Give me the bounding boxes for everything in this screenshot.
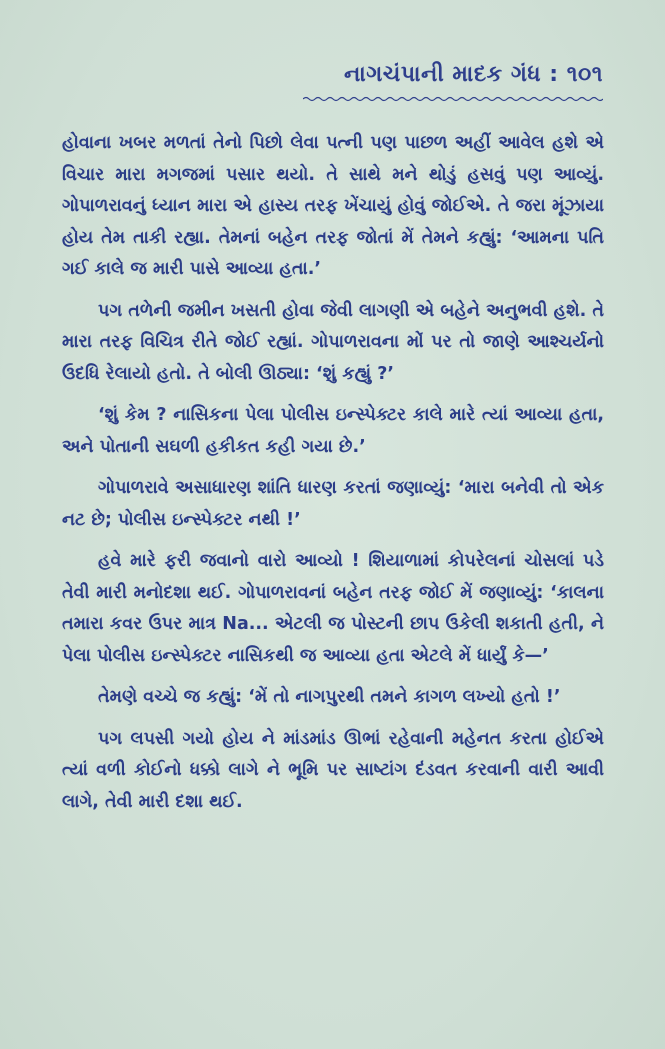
wavy-rule <box>303 96 603 102</box>
paragraph-3: ‘શું કેમ ? નાસિકના પેલા પોલીસ ઇન્સ્પેક્ટર કાલે મારે ત્યાં આવ્યા હતા, અને પોતાની સઘળી હકીકત કહી ગયા છે.’ <box>62 405 604 457</box>
running-title: નાગચંપાની માદક ગંધ : ૧૦૧ <box>343 62 603 87</box>
paragraph-5: હવે મારે ફરી જવાનો વારો આવ્યો ! શિયાળામાં કોપરેલનાં ચોસલાં પડે તેવી મારી મનોદશા થઈ. ગોપાળરાવનાં બહેન તરફ જોઈ મેં જણાવ્યું: ‘કાલના તમારા કવર ઉપર માત્ર Na... એટલી જ પોસ્ટની છાપ ઉકેલી શકાતી હતી, ને પેલા પોલીસ ઇન્સ્પેક્ટર નાસિકથી જ આવ્યા હતા એટલે મેં ધાર્યું કે—’ <box>62 551 604 666</box>
paragraph-7: પગ લપસી ગયો હોય ને માંડમાંડ ઊભાં રહેવાની મહેનત કરતા હોઈએ ત્યાં વળી કોઈનો ધક્કો લાગે ને ભૂમિ પર સાષ્ટાંગ દંડવત કરવાની વારી આવી લાગે, તેવી મારી દશા થઈ. <box>62 728 604 812</box>
paragraph-2: પગ તળેની જમીન ખસતી હોવા જેવી લાગણી એ બહેને અનુભવી હશે. તે મારા તરફ વિચિત્ર રીતે જોઈ રહ્યાં. ગોપાળરાવના મોં પર તો જાણે આશ્ચર્યનો ઉદધિ રેલાયો હતો. તે બોલી ઊઠ્યા: ‘શું કહ્યું ?’ <box>62 300 604 384</box>
paragraph-4: ગોપાળરાવે અસાધારણ શાંતિ ધારણ કરતાં જણાવ્યું: ‘મારા બનેવી તો એક નટ છે; પોલીસ ઇન્સ્પેક્ટર નથી !’ <box>62 478 604 530</box>
body-text <box>62 128 604 828</box>
paragraph-6: તેમણે વચ્ચે જ કહ્યું: ‘મેં તો નાગપુરથી તમને કાગળ લખ્યો હતો !’ <box>98 687 561 707</box>
paragraph-1: હોવાના ખબર મળતાં તેનો પિછો લેવા પત્ની પણ પાછળ અહીં આવેલ હશે એ વિચાર મારા મગજમાં પસાર થયો. તે સાથે મને થોડું હસવું પણ આવ્યું. ગોપાળરાવનું ધ્યાન મારા એ હાસ્ય તરફ ખેંચાયું હોવું જોઈએ. તે જરા મૂંઝાયા હોય તેમ તાકી રહ્યા. તેમનાં બહેન તરફ જોતાં મેં તેમને કહ્યું: ‘આમના પતિ ગઈ કાલે જ મારી પાસે આવ્યા હતા.’ <box>62 133 604 279</box>
running-header <box>303 62 603 106</box>
